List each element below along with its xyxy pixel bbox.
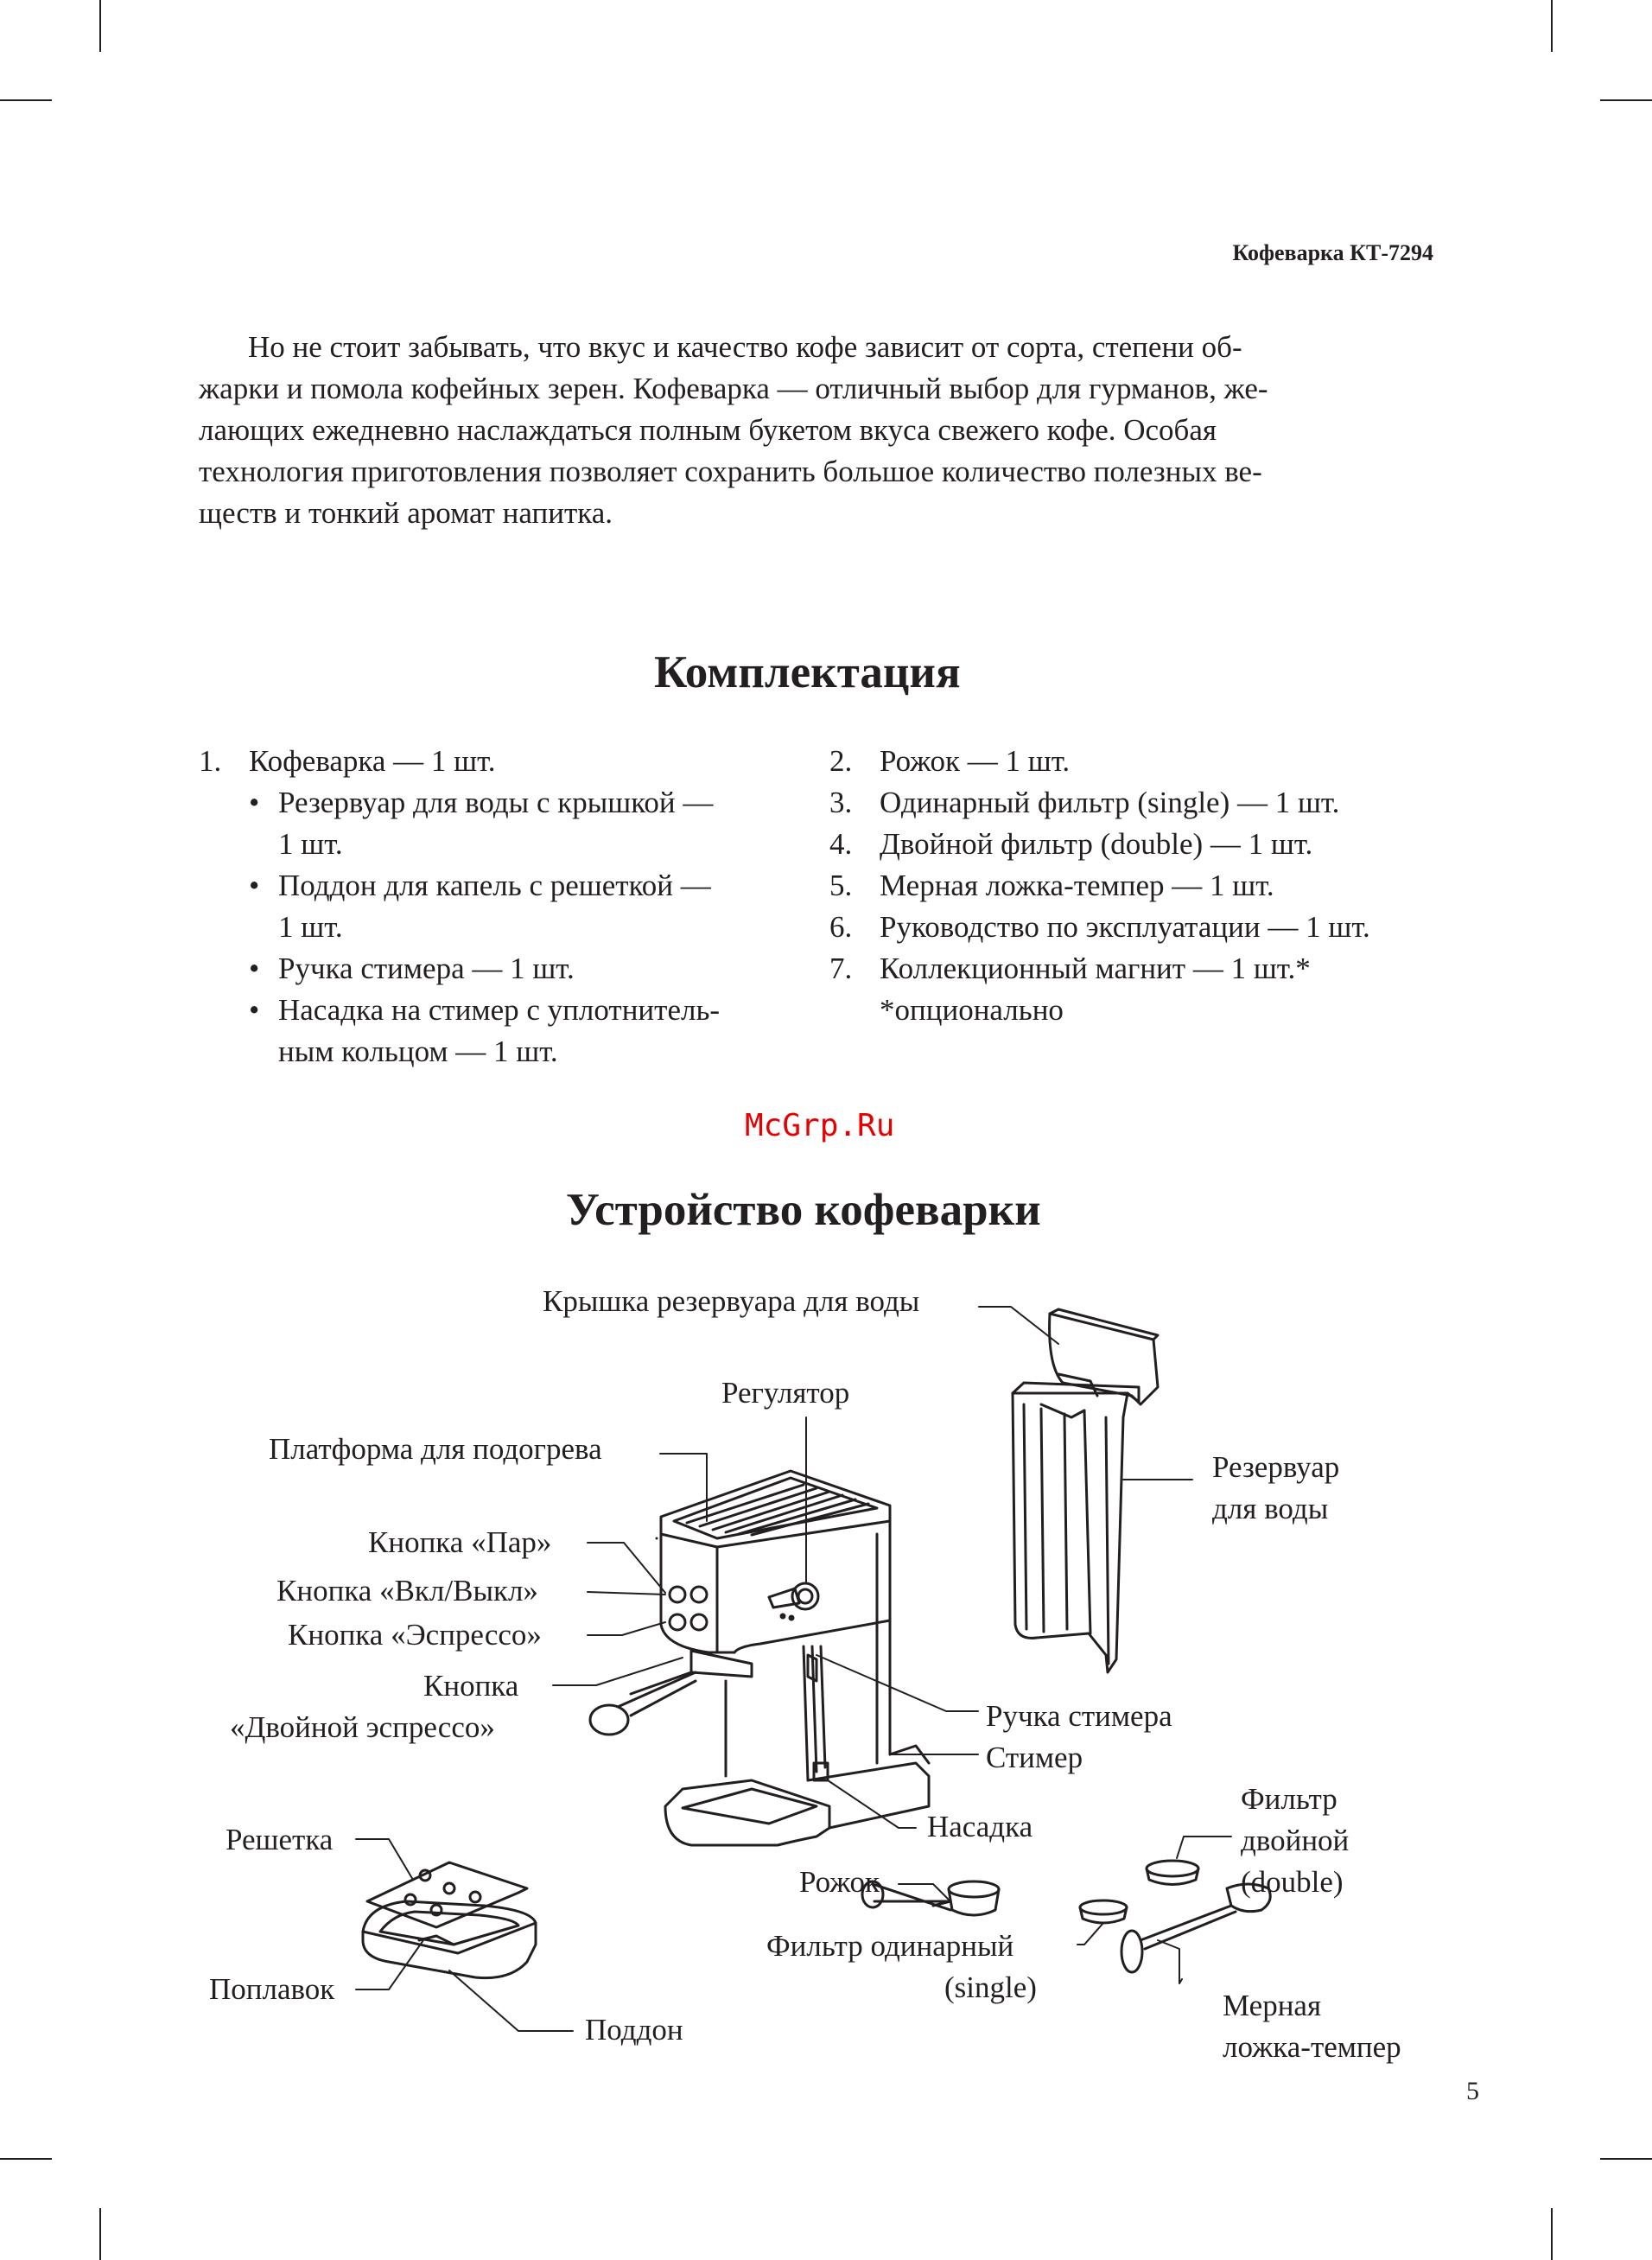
list-text: 1 шт. (278, 910, 343, 944)
list-number: 6. (829, 910, 853, 944)
list-text: Руководство по эксплуатации — 1 шт. (880, 910, 1370, 944)
list-number: 7. (829, 952, 853, 985)
label-tamper: Мерная (1223, 1989, 1322, 2022)
label-water-tank: для воды (1212, 1492, 1329, 1525)
list-text: Мерная ложка-темпер — 1 шт. (880, 869, 1274, 902)
list-text: Одинарный фильтр (single) — 1 шт. (880, 786, 1340, 819)
label-power-button: Кнопка «Вкл/Выкл» (276, 1574, 538, 1607)
label-double-button: «Двойной эспрессо» (230, 1710, 495, 1744)
label-tray: Поддон (585, 2013, 683, 2047)
bullet: • (249, 869, 260, 902)
intro-line: жарки и помола кофейных зерен. Кофеварка — отличный выбор для гурманов, же- (199, 372, 1268, 405)
package-heading: Комплектация (654, 647, 961, 697)
list-text: Коллекционный магнит — 1 шт.* (880, 952, 1311, 985)
bullet: • (249, 952, 260, 985)
label-float: Поплавок (209, 1972, 335, 2006)
label-tamper: ложка-темпер (1223, 2030, 1401, 2064)
intro-line: лающих ежедневно наслаждаться полным букетом вкуса свежего кофе. Особая (199, 413, 1217, 447)
label-water-tank: Резервуар (1212, 1450, 1340, 1484)
label-double-button: Кнопка (423, 1669, 519, 1703)
portafilter-illustration (862, 1881, 999, 1915)
list-text: Ручка стимера — 1 шт. (278, 952, 575, 985)
list-text: Поддон для капель с решеткой — (278, 869, 711, 902)
label-nozzle: Насадка (927, 1810, 1033, 1843)
list-text: Насадка на стимер с уплотнитель- (278, 993, 721, 1027)
intro-line: ществ и тонкий аромат напитка. (199, 496, 613, 530)
label-double-filter: (double) (1241, 1865, 1344, 1899)
label-regulator: Регулятор (721, 1376, 850, 1410)
page-number: 5 (1466, 2077, 1479, 2105)
label-espresso-button: Кнопка «Эспрессо» (288, 1618, 542, 1652)
list-text: ным кольцом — 1 шт. (278, 1035, 558, 1068)
label-single-filter: Фильтр одинарный (766, 1929, 1014, 1963)
list-number: 3. (829, 786, 853, 819)
label-double-filter: двойной (1241, 1824, 1350, 1857)
single-filter-illustration (1080, 1900, 1127, 1923)
label-portafilter: Рожок (799, 1865, 880, 1899)
list-number: 4. (829, 827, 853, 861)
water-tank-illustration (1013, 1309, 1158, 1672)
coffee-machine-illustration (590, 1471, 929, 1845)
label-tank-lid: Крышка резервуара для воды (543, 1284, 920, 1318)
intro-line: технология приготовления позволяет сохранить большое количество полезных ве- (199, 455, 1262, 488)
list-text: *опционально (880, 993, 1064, 1027)
list-text: Кофеварка — 1 шт. (249, 744, 496, 778)
label-steamer: Стимер (986, 1741, 1083, 1774)
list-text: Двойной фильтр (double) — 1 шт. (880, 827, 1313, 861)
label-steamer-handle: Ручка стимера (986, 1699, 1172, 1733)
label-steam-button: Кнопка «Пар» (368, 1525, 552, 1559)
drip-tray-illustration (363, 1862, 536, 1978)
list-text: 1 шт. (278, 827, 343, 861)
label-grid: Решетка (226, 1823, 334, 1856)
device-heading: Устройство кофеварки (566, 1185, 1041, 1235)
bullet: • (249, 786, 260, 819)
double-filter-illustration (1147, 1861, 1198, 1885)
list-text: Резервуар для воды с крышкой — (278, 786, 714, 819)
running-title: Кофеварка КТ-7294 (1232, 240, 1433, 265)
intro-line: Но не стоит забывать, что вкус и качество кофе зависит от сорта, степени об- (248, 330, 1242, 364)
list-number: 1. (199, 744, 222, 778)
list-number: 2. (829, 744, 853, 778)
label-warming-platform: Платформа для подогрева (269, 1432, 602, 1466)
list-text: Рожок — 1 шт. (880, 744, 1071, 778)
watermark: McGrp.Ru (745, 1108, 895, 1143)
list-number: 5. (829, 869, 853, 902)
label-single-filter: (single) (944, 1970, 1037, 2004)
bullet: • (249, 993, 260, 1027)
label-double-filter: Фильтр (1241, 1782, 1337, 1816)
